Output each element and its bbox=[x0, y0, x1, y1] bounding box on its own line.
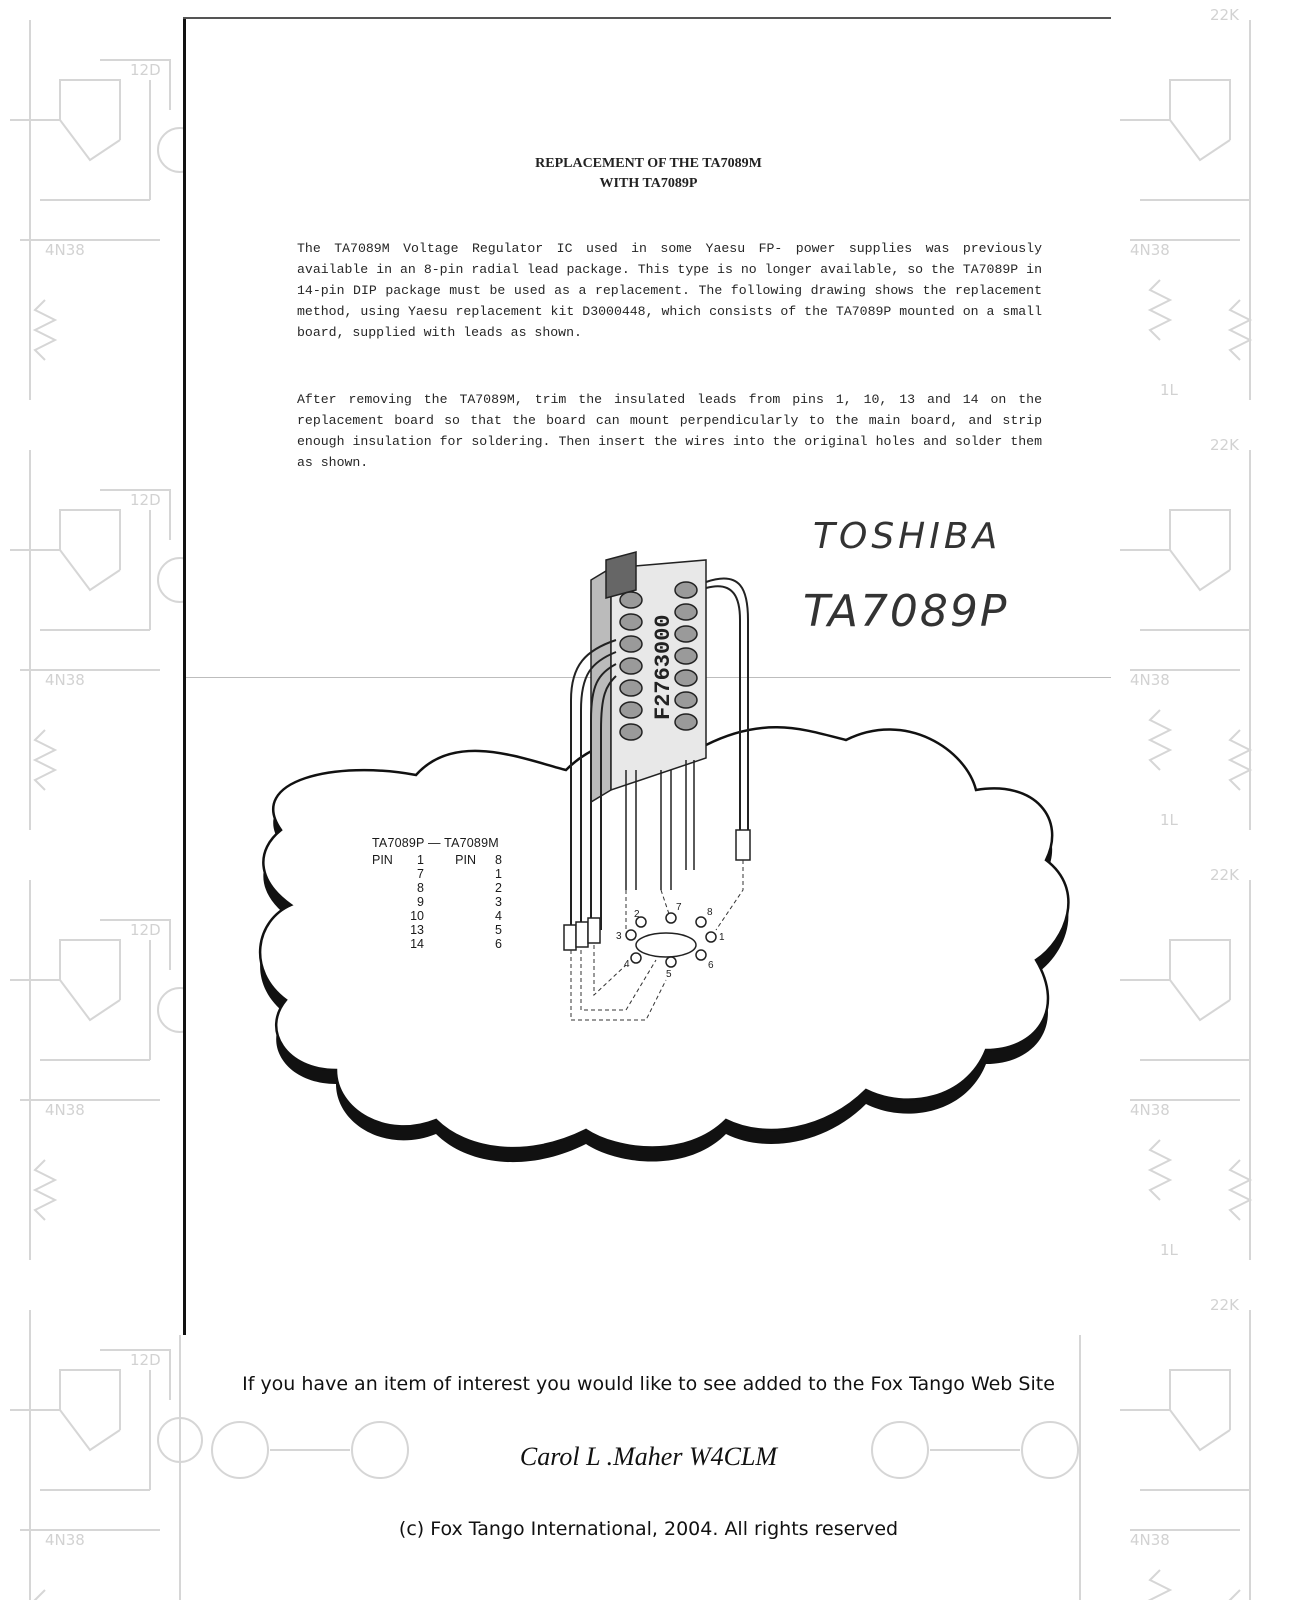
left-pin-prefix bbox=[372, 923, 398, 937]
right-pin-prefix bbox=[424, 895, 476, 909]
pin-mapping-row bbox=[372, 853, 502, 867]
right-pin-number: 6 bbox=[495, 937, 502, 951]
document-title-line1: REPLACEMENT OF THE TA7089M bbox=[535, 156, 762, 171]
document-title-line2: WITH TA7089P bbox=[599, 176, 698, 191]
page-top-edge bbox=[183, 17, 1111, 19]
left-pin-number: 13 bbox=[410, 923, 424, 937]
footer-copyright: (c) Fox Tango International, 2004. All rights reserved bbox=[398, 1518, 899, 1540]
lead-tip bbox=[736, 830, 750, 860]
right-pin-number: 8 bbox=[495, 853, 502, 867]
pin-mapping-row bbox=[372, 881, 502, 895]
right-pin-number: 4 bbox=[495, 909, 502, 923]
hole-label: 6 bbox=[708, 960, 714, 971]
handwritten-note-line2: TA7089P bbox=[803, 586, 1009, 637]
footer-signature: Carol L .Maher W4CLM bbox=[519, 1442, 778, 1471]
left-pin-number: 7 bbox=[417, 867, 424, 881]
pin-mapping-row bbox=[372, 909, 502, 923]
right-pin-prefix bbox=[424, 881, 476, 895]
hole-label: 5 bbox=[666, 969, 672, 980]
right-pin-number: 3 bbox=[495, 895, 502, 909]
footer-invitation: If you have an item of interest you would like to see added to the Fox Tango Web Site bbox=[242, 1373, 1055, 1395]
hole-label: 3 bbox=[616, 931, 622, 942]
left-pin-number: 10 bbox=[410, 909, 424, 923]
paragraph-2: After removing the TA7089M, trim the insulated leads from pins 1, 10, 13 and 14 on the replacement board so that the board can mount perpendicularly to the main board, and strip enough insulation for soldering. Then insert the wires into the original holes and solder them as shown. bbox=[297, 392, 1042, 470]
pin-mapping-row bbox=[372, 867, 502, 881]
board-marking: F2763000 bbox=[651, 614, 676, 720]
hole-label: 1 bbox=[719, 932, 725, 943]
left-pin-number: 1 bbox=[417, 853, 424, 867]
handwritten-note-line1: TOSHIBA bbox=[813, 516, 1002, 557]
pin-mapping-row bbox=[372, 895, 502, 909]
right-pin-prefix bbox=[424, 937, 476, 951]
left-pin-number: 14 bbox=[410, 937, 424, 951]
hole-label: 4 bbox=[624, 959, 630, 970]
right-pin-number: 2 bbox=[495, 881, 502, 895]
left-pin-prefix bbox=[372, 909, 398, 923]
replacement-board bbox=[591, 552, 706, 802]
left-pin-prefix bbox=[372, 881, 398, 895]
right-pin-prefix bbox=[424, 923, 476, 937]
left-pin-number: 9 bbox=[417, 895, 424, 909]
hole-label: 8 bbox=[707, 907, 713, 918]
left-pin-prefix: PIN bbox=[372, 853, 393, 867]
hole-label: 7 bbox=[676, 902, 682, 913]
right-pin-number: 1 bbox=[495, 867, 502, 881]
left-pin-number: 8 bbox=[417, 881, 424, 895]
pin-mapping-row bbox=[372, 937, 502, 951]
pin-mapping-row bbox=[372, 923, 502, 937]
left-pin-prefix bbox=[372, 937, 398, 951]
left-pin-prefix bbox=[372, 895, 398, 909]
right-pin-prefix bbox=[424, 909, 476, 923]
right-pin-prefix bbox=[424, 867, 476, 881]
paragraph-1: The TA7089M Voltage Regulator IC used in some Yaesu FP- power supplies was previously available in an 8-pin radial lead package. This type is no longer available, so the TA7089P in 14-pin DIP package must be used as a replacement. The following drawing shows the replacement method, using Yaesu replacement kit D3000448, which consists of the TA7089P mounted on a small board, supplied with leads as shown. bbox=[297, 241, 1042, 340]
right-pin-prefix: PIN bbox=[455, 853, 476, 867]
right-pin-number: 5 bbox=[495, 923, 502, 937]
hole-label: 2 bbox=[634, 909, 640, 920]
pin-mapping-table bbox=[372, 836, 502, 951]
left-pin-prefix bbox=[372, 867, 398, 881]
pin-mapping-header: TA7089P — TA7089M bbox=[372, 836, 499, 850]
